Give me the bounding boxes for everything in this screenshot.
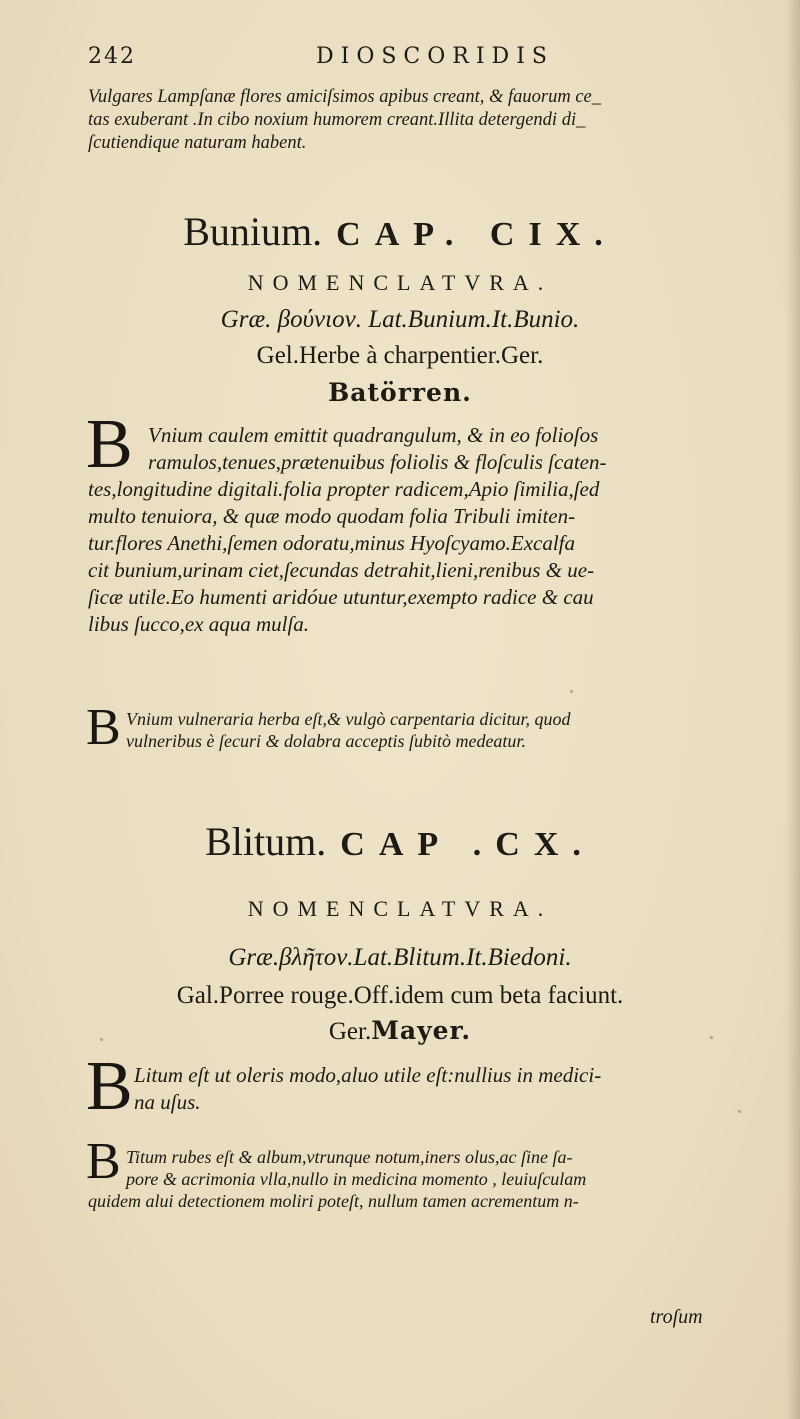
chapter-text (88, 1062, 768, 1116)
german-name-line (0, 1016, 800, 1046)
german-name: Batörren. (328, 378, 472, 407)
running-title: DIOSCORIDIS (316, 44, 554, 69)
text-line: tur.flores Anethi,ſemen odoratu,minus Hyoſcyamo.Excalfa (88, 531, 576, 555)
intro-line: ſcutiendique naturam habent. (88, 133, 307, 153)
text-line: ſicæ utile.Eo humenti aridóue utuntur,exempto radice & cau (88, 585, 594, 609)
folio-number: 242 (88, 44, 136, 69)
paper-speck (738, 1110, 741, 1113)
synonyms-line: Gel.Herbe à charpentier.Ger. (256, 342, 544, 369)
intro-paragraph (88, 86, 768, 155)
chapter-number: CAP .CX. (340, 826, 595, 863)
synonyms-line: Græ.βλῆτον.Lat.Blitum.It.Biedoni. (228, 944, 572, 971)
drop-cap: B (86, 1133, 121, 1190)
text-line: Titum rubes eſt & album,vtrunque notum,iners olus,ac ſine ſa- (126, 1147, 573, 1167)
intro-line: Vulgares Lampſanæ flores amiciſsimos apibus creant, & fauorum ce_ (88, 87, 602, 107)
paper-speck (100, 1038, 103, 1041)
synonyms-line: Græ. βούνιον. Lat.Bunium.It.Bunio. (220, 306, 580, 333)
text-line: libus ſucco,ex aqua mulſa. (88, 612, 310, 636)
chapter-text (88, 422, 768, 638)
text-line: Vnium caulem emittit quadrangulum, & in eo folioſos (148, 423, 599, 447)
chapter-number: CAP. CIX. (336, 216, 617, 253)
text-line: pore & acrimonia vlla,nullo in medicina momento , leuiuſculam (126, 1169, 587, 1189)
commentary-text (88, 708, 768, 752)
text-line: ramulos,tenues,prætenuibus foliolis & floſculis ſcaten- (148, 450, 607, 474)
chapter-name: Blitum. (205, 819, 327, 864)
synonyms-line: Gal.Porree rouge.Off.idem cum beta faciunt. (176, 982, 624, 1009)
paper-speck (710, 1036, 713, 1039)
chapter-heading-bunium (0, 208, 800, 255)
text-line: Vnium vulneraria herba eſt,& vulgò carpentaria dicitur, quod (126, 709, 571, 729)
text-line: Litum eſt ut oleris modo,aluo utile eſt:nullius in medici- (134, 1063, 602, 1087)
text-line: vulneribus è ſecuri & dolabra acceptis ſubitò medeatur. (126, 731, 526, 751)
german-label: Ger. (328, 1018, 372, 1045)
drop-cap: B (86, 699, 121, 756)
catchword: troſum (650, 1306, 703, 1328)
text-line: cit bunium,urinam ciet,ſecundas detrahit,lieni,renibus & ue- (88, 558, 595, 582)
german-name: Mayer. (371, 1016, 472, 1045)
nomenclature-heading: NOMENCLATVRA. (247, 896, 553, 921)
text-line: na uſus. (134, 1090, 201, 1114)
chapter-name: Bunium. (183, 209, 323, 254)
drop-cap: B (86, 1048, 133, 1125)
text-line: tes,longitudine digitali.folia propter radicem,Apio ſimilia,ſed (88, 477, 600, 501)
paper-speck (570, 690, 573, 693)
commentary-text (88, 1146, 768, 1212)
running-head (88, 44, 728, 78)
text-line: quidem alui detectionem moliri poteſt, nullum tamen acrementum n- (88, 1191, 579, 1211)
nomenclature-heading: NOMENCLATVRA. (247, 270, 553, 295)
text-line: multo tenuiora, & quæ modo quodam folia Tribuli imiten- (88, 504, 576, 528)
intro-line: tas exuberant .In cibo noxium humorem creant.Illita detergendi di_ (88, 110, 586, 130)
chapter-heading-blitum (0, 818, 800, 865)
drop-cap: B (86, 406, 133, 483)
